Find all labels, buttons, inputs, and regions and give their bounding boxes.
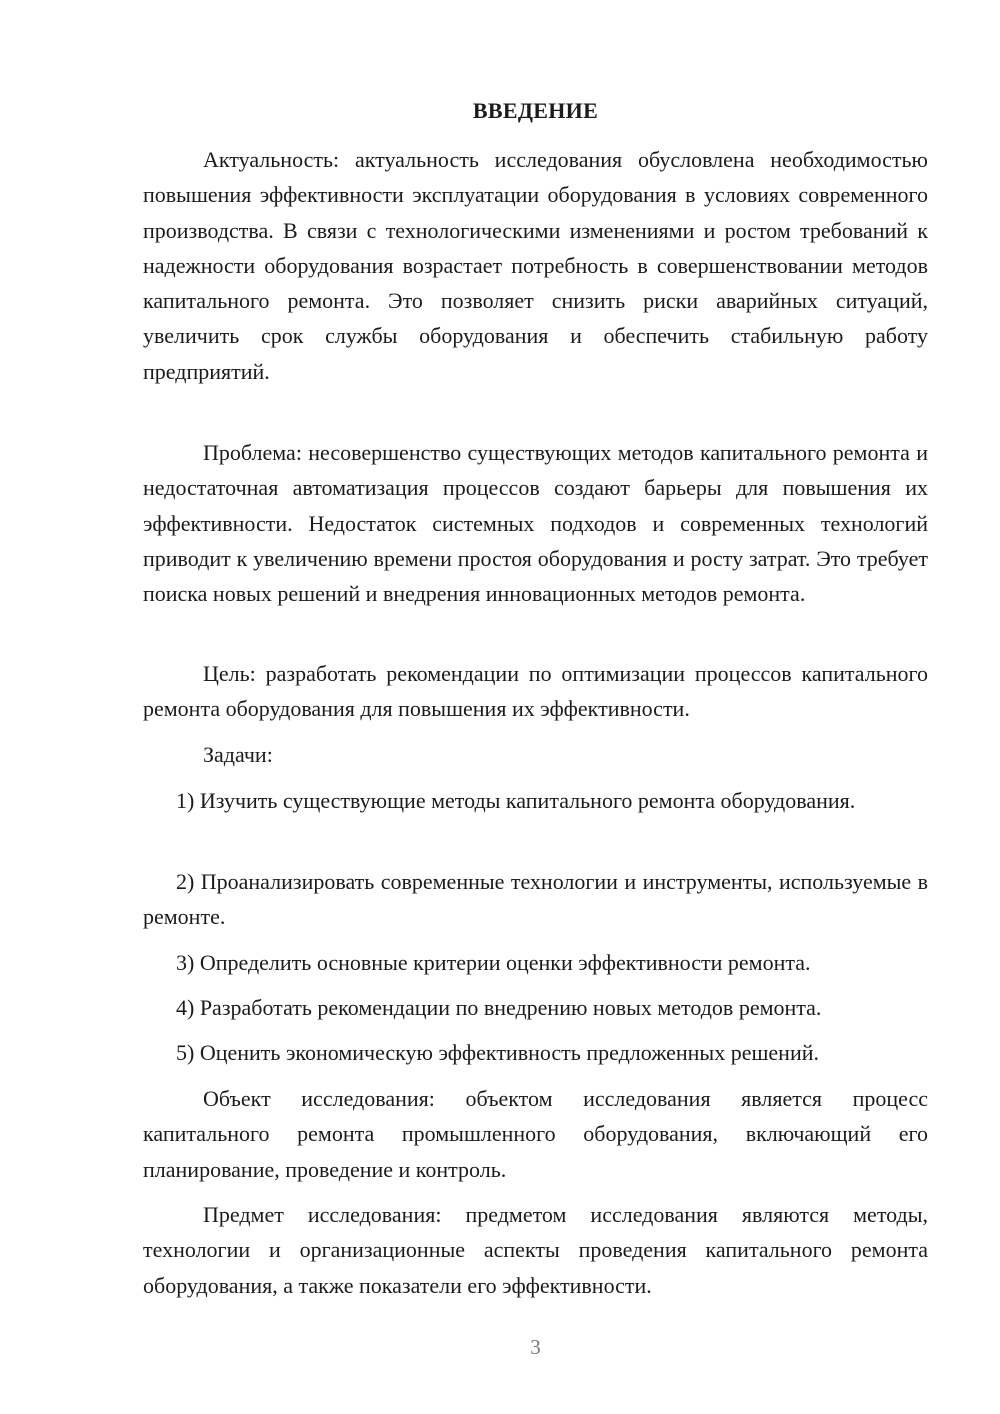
page-title: ВВЕДЕНИЕ [472, 98, 599, 123]
subject-paragraph: Предмет исследования: предметом исследования являются методы, технологии и организационные аспекты проведения капитального ремонта оборудования, а также показатели его эффективности. [143, 1202, 928, 1298]
task-item-3: 3) Определить основные критерии оценки эффективности ремонта. [176, 950, 811, 975]
task-item-4: 4) Разработать рекомендации по внедрению новых методов ремонта. [176, 995, 822, 1020]
page-number: 3 [530, 1335, 541, 1359]
task-item-5: 5) Оценить экономическую эффективность предложенных решений. [176, 1040, 819, 1065]
problem-paragraph: Проблема: несовершенство существующих методов капитального ремонта и недостаточная автоматизация процессов создают барьеры для повышения их эффективности. Недостаток системных подходов и современных технологий приводит к увеличению времени простоя оборудования и росту затрат. Это требует поиска новых решений и внедрения инновационных методов ремонта. [143, 440, 928, 607]
relevance-paragraph: Актуальность: актуальность исследования обусловлена необходимостью повышения эффективности эксплуатации оборудования в условиях современного производства. В связи с технологическими изменениями и ростом требований к надежности оборудования возрастает потребность в совершенствовании методов капитального ремонта. Это позволяет снизить риски аварийных ситуаций, увеличить срок службы оборудования и обеспечить стабильную работу предприятий. [143, 147, 928, 384]
task-item-1: 1) Изучить существующие методы капитального ремонта оборудования. [176, 788, 856, 813]
goal-paragraph: Цель: разработать рекомендации по оптимизации процессов капитального ремонта оборудования для повышения их эффективности. [143, 661, 928, 722]
task-item-2: 2) Проанализировать современные технологии и инструменты, используемые в ремонте. [143, 869, 928, 930]
object-paragraph: Объект исследования: объектом исследования является процесс капитального ремонта промышленного оборудования, включающий его планирование, проведение и контроль. [143, 1086, 928, 1182]
tasks-heading: Задачи: [203, 742, 273, 767]
